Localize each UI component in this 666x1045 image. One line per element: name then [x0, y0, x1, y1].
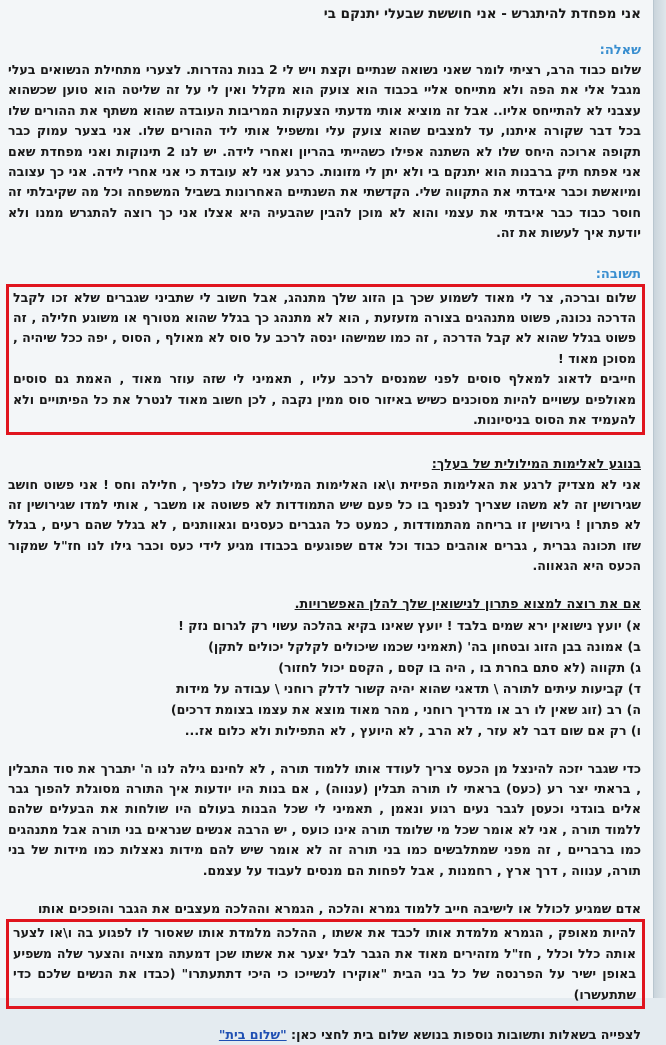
violence-text: אני לא מצדיק לרגע את האלימות הפיזית ו\או האלימות המילולית שלו כלפיך , חלילה וחס ! אני פשוט חושב שגירושין זה לא משהו שצריך לנפנף בו כל פעם שיש התמודדות לא פשוטה או משבר , אותי למדו שגירושין זה לא פתרון ! גירושין זו בריחה מהתמודדות , כמעט כל הגברים כעסנים וגאוותנים , לא בגלל שהם רעים , בגלל שזו תכונה גברית , גברים אוהבים כבוד וכל אדם שפוגעים בכבודו מגיע לידי כעס וכבר גילו לנו חז"ל שמקור הכעס היא הגאווה.: [8, 476, 641, 574]
question-label: שאלה:: [599, 43, 641, 58]
answer-paragraph-2: חייבים לדאוג למאלף סוסים לפני שמנסים לרכב עליו , תאמיני לי שזה עוזר מאוד , האמת גם סוסים מאולפים עשויים להיות מסוכנים כשיש באיזור סוס ממין נקבה , לכן חשוב מאוד לנטרל את כל הפיתויים ולא להעמיד את הסוס בניסיונות.: [13, 371, 636, 428]
gemara-intro: אדם שמגיע לכולל או לישיבה חייב ללמוד גמרא והלכה , הגמרא וההלכה מעצבים את הגבר והופכים אותו: [37, 900, 641, 916]
solution-heading: אם את רוצה למצוא פתרון לנישואין שלך להלן האפשרויות.: [294, 596, 641, 612]
option-item: א) יועץ נישואין ירא שמים בלבד ! יועץ שאינו בקיא בהלכה עשוי רק לגרום נזק !: [178, 617, 641, 633]
option-item: ג) תקווה (לא סתם בחרת בו , היה בו קסם , הקסם יכול לחזור): [278, 659, 641, 675]
option-item: ב) אמונה בבן הזוג ובטחון בה' (תאמיני שכמו שיכולים לקלקל יכולים לתקן): [208, 638, 641, 654]
page-title: אני מפחדת להיתגרש - אני חוששת שבעלי יתנקם בי: [323, 6, 641, 22]
option-item: ו) רק אם שום דבר לא עזר , לא הרב , לא היועץ , לא התפילות ולא כלום אז...: [184, 722, 641, 738]
gemara-text: להיות מאופק , הגמרא מלמדת אותו לכבד את אשתו , ההלכה מלמדת אותו שאסור לו לפגוע בה ו\או לצער אותה כלל וכלל , חז"ל מזהירים מאוד את הגבר לבל יצער את אשתו שכן דמעתה מצויה והצער שלה משפיע באופן ישיר על הפרנסה של כל בני הבית "אוקירו לנשייכו כי היכי דתתעתרו" (כבדו את הנשים שלכם כדי שתתעשרו): [13, 925, 636, 1002]
option-item: ה) רב (זוג שאין לו רב או מדריך רוחני , מהר מאוד מוצא את עצמו בצומת דרכים): [170, 701, 641, 717]
shalom-bayit-link[interactable]: "שלום בית": [218, 1027, 287, 1042]
options-list: [8, 615, 641, 741]
question-section: [8, 60, 641, 244]
answer-paragraph-1: שלום וברכה, צר לי מאוד לשמוע שכך בן הזוג שלך מתנהג, אבל חשוב לי שתביני שגברים שלא זכו לקבל הדרכה נכונה, פשוט מתנהגים בצורה מזעזעת , הוא לא מתנהג כך בגלל שהוא מטורף או משוגע חלילה , זה פשוט בגלל שהוא לא קבל הדרכה , זה כמו שמישהו ינסה לרכב על סוס לא מאולף , הסוס , יפה ככל שיהיה , מסוכן מאוד !: [13, 289, 636, 366]
option-item: ד) קביעות עיתים לתורה \ תדאגי שהוא יהיה קשור לדלק רוחני \ עבודה על מידות: [176, 680, 641, 696]
answer-label: תשובה:: [595, 266, 641, 282]
page-edge: [654, 0, 666, 998]
torah-text: כדי שגבר יזכה להינצל מן הכעס צריך לעודד אותו ללמוד תורה , לא לחינם גילה לנו ה' יתברך את סוד התבלין , בראתי יצר רע (כעס) בראתי לו תורה תבלין (ענווה) , אם בנות היו יודעות איך התורה מסוגלת להפוך גבר אלים בוגדני וכעסן לגבר נעים רגוע ונאמן , תאמיני לי שכל הבנות בעולם היו שולחות את הבעלים שלהם ללמוד תורה , אני לא אומר שכל מי שלומד תורה אינו כועס , יש הרבה אנשים שנראים בני תורה אבל מתנהגים כמו ברבריים , זה מפני שמתלבשים כמו בני תורה זה לא אומר שיש להם מידות נאצלות כמו מידות של בני תורה, ענווה , דרך ארץ , רחמנות , אבל לפחות הם מנסים לעבוד על עצמם.: [8, 760, 641, 878]
footer-line: [8, 1025, 641, 1045]
question-text: שלום כבוד הרב, רציתי לומר שאני נשואה שנתיים וקצת ויש לי 2 בנות נהדרות. לצערי מתחילת הנשואים בעלי מגבל אלי את הפה ולא מתייחס אליי בכבוד הוא צועק הוא מקלל ואין לי על זה שליטה הוא טוען שכשהוא עצבני לא להתייחס אליו.. אבל זה מוציא אותי מדעתי הצעקות המריבות העובדה שהוא משתף את ההורים שלו בכל דבר שקורה איתנו, עד למצבים שהוא צועק עלי ומשפיל אותי ליד ההורים שלו. אני בצער עמוק כבר תקופה ארוכה היחס שלו לא השתנה אפילו כשהייתי בהריון ואחרי לידה. יש לנו 2 תינוקות ואני מפחדת שאם אני אפתח תיק ברבנות הוא יתנקם בי ולא יתן לי מזונות. כרגע אני לא עובדת כי אני אחרי לידה. אני כך עצובה ומיואשת וכבר איבדתי את התקווה שלי. הקדשתי את השנתיים האחרונות בשביל המשפחה וכל מה שקיבלתי זה חוסר כבוד כבר איבדתי את עצמי והוא לא מוכן להבין שהבעיה היא אצלו אני כך רוצה להתגרש ממנו ולא יודעת איך לעשות את זה.: [8, 62, 641, 241]
violence-heading: בנוגע לאלימות המילולית של בעלך:: [431, 456, 641, 472]
answer-highlight-box: [6, 284, 645, 435]
gemara-highlight-box: [6, 919, 645, 1009]
footer-text: לצפייה בשאלות ותשובות נוספות בנושא שלום בית לחצי כאן:: [291, 1027, 641, 1042]
